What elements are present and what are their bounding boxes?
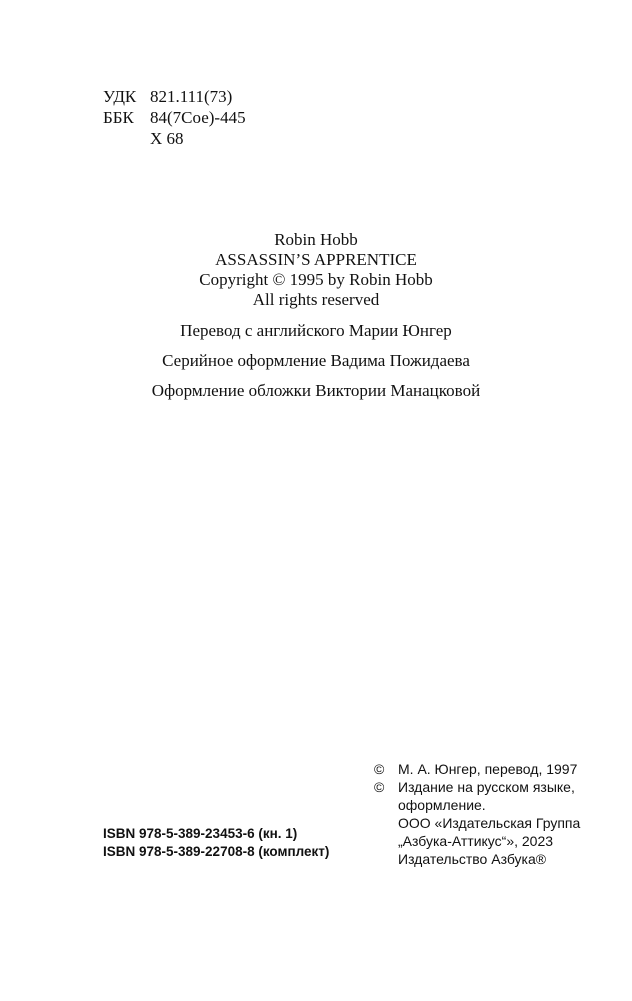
bbk-row — [103, 107, 246, 128]
copyright-notice-line — [374, 850, 580, 868]
udk-row — [103, 86, 246, 107]
copyright-symbol: © — [374, 779, 385, 795]
copyright-notice-edition — [374, 778, 580, 796]
publisher-group-name: „Азбука-Аттикус“», 2023 — [398, 833, 554, 849]
translation-credit: Перевод с английского Марии Юнгер — [180, 321, 452, 340]
bbk-label: ББК — [103, 108, 134, 127]
udk-value: 821.111(73) — [150, 87, 233, 106]
copyright-notice-text: М. А. Юнгер, перевод, 1997 — [398, 761, 578, 777]
classification-block — [103, 86, 246, 149]
publisher-group: ООО «Издательская Группа — [398, 815, 581, 831]
author-mark-row — [103, 128, 246, 149]
series-design-credit: Серийное оформление Вадима Пожидаева — [162, 351, 470, 370]
original-edition-block — [0, 230, 632, 401]
original-author: Robin Hobb — [274, 230, 358, 249]
copyright-notices — [374, 760, 580, 868]
rights-statement: All rights reserved — [252, 290, 380, 309]
isbn-block — [103, 825, 329, 861]
original-copyright: Copyright © 1995 by Robin Hobb — [199, 270, 433, 289]
copyright-notice-text: Издание на русском языке, — [398, 779, 575, 795]
author-mark: Х 68 — [150, 129, 184, 148]
udk-label: УДК — [103, 87, 137, 106]
copyright-symbol: © — [374, 761, 385, 777]
original-title: ASSASSIN’S APPRENTICE — [215, 250, 417, 269]
copyright-notice-text: оформление. — [398, 797, 486, 813]
copyright-notice-line — [374, 796, 580, 814]
copyright-notice-translation — [374, 760, 580, 778]
copyright-notice-line — [374, 814, 580, 832]
copyright-notice-line — [374, 832, 580, 850]
cover-design-credit: Оформление обложки Виктории Манацковой — [151, 381, 481, 400]
bbk-value: 84(7Сое)-445 — [150, 108, 246, 127]
isbn-volume: ISBN 978-5-389-23453-6 (кн. 1) — [103, 826, 298, 841]
publisher-imprint: Издательство Азбука® — [398, 851, 547, 867]
isbn-set: ISBN 978-5-389-22708-8 (комплект) — [103, 844, 330, 859]
